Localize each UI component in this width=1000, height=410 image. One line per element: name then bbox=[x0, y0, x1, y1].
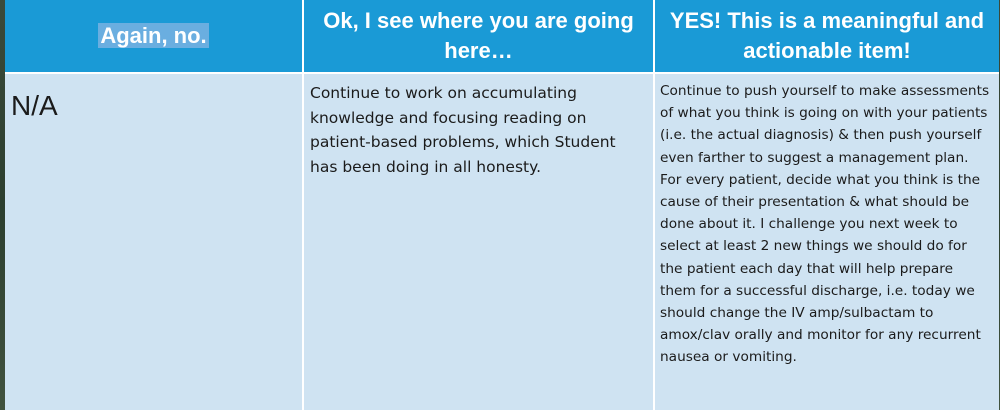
header-again-no bbox=[5, 0, 303, 73]
feedback-table bbox=[5, 0, 999, 410]
header-again-no-text: Again, no. bbox=[100, 23, 207, 48]
ok-feedback-text: Continue to work on accumulating knowledge and focusing reading on patient-based problems, which Student has been doing in all honesty. bbox=[310, 84, 616, 176]
header-row bbox=[5, 0, 999, 73]
cell-again-no bbox=[5, 73, 303, 410]
na-text: N/A bbox=[11, 90, 58, 121]
feedback-row bbox=[5, 73, 999, 410]
header-ok-i-see: Ok, I see where you are going here… bbox=[303, 0, 654, 73]
cell-yes-meaningful bbox=[654, 73, 999, 410]
cell-ok-i-see bbox=[303, 73, 654, 410]
yes-feedback-text: Continue to push yourself to make assessments of what you think is going on with your patients (i.e. the actual diagnosis) & then push yourself even farther to suggest a management plan. For every patient, decide what you think is the cause of their presentation & what should be done about it. I challenge you next week to select at least 2 new things we should do for the patient each day that will help prepare them for a successful discharge, i.e. today we should change the IV amp/sulbactam to amox/clav orally and monitor for any recurrent nausea or vomiting. bbox=[660, 83, 990, 366]
header-yes-meaningful: YES! This is a meaningful and actionable item! bbox=[654, 0, 999, 73]
